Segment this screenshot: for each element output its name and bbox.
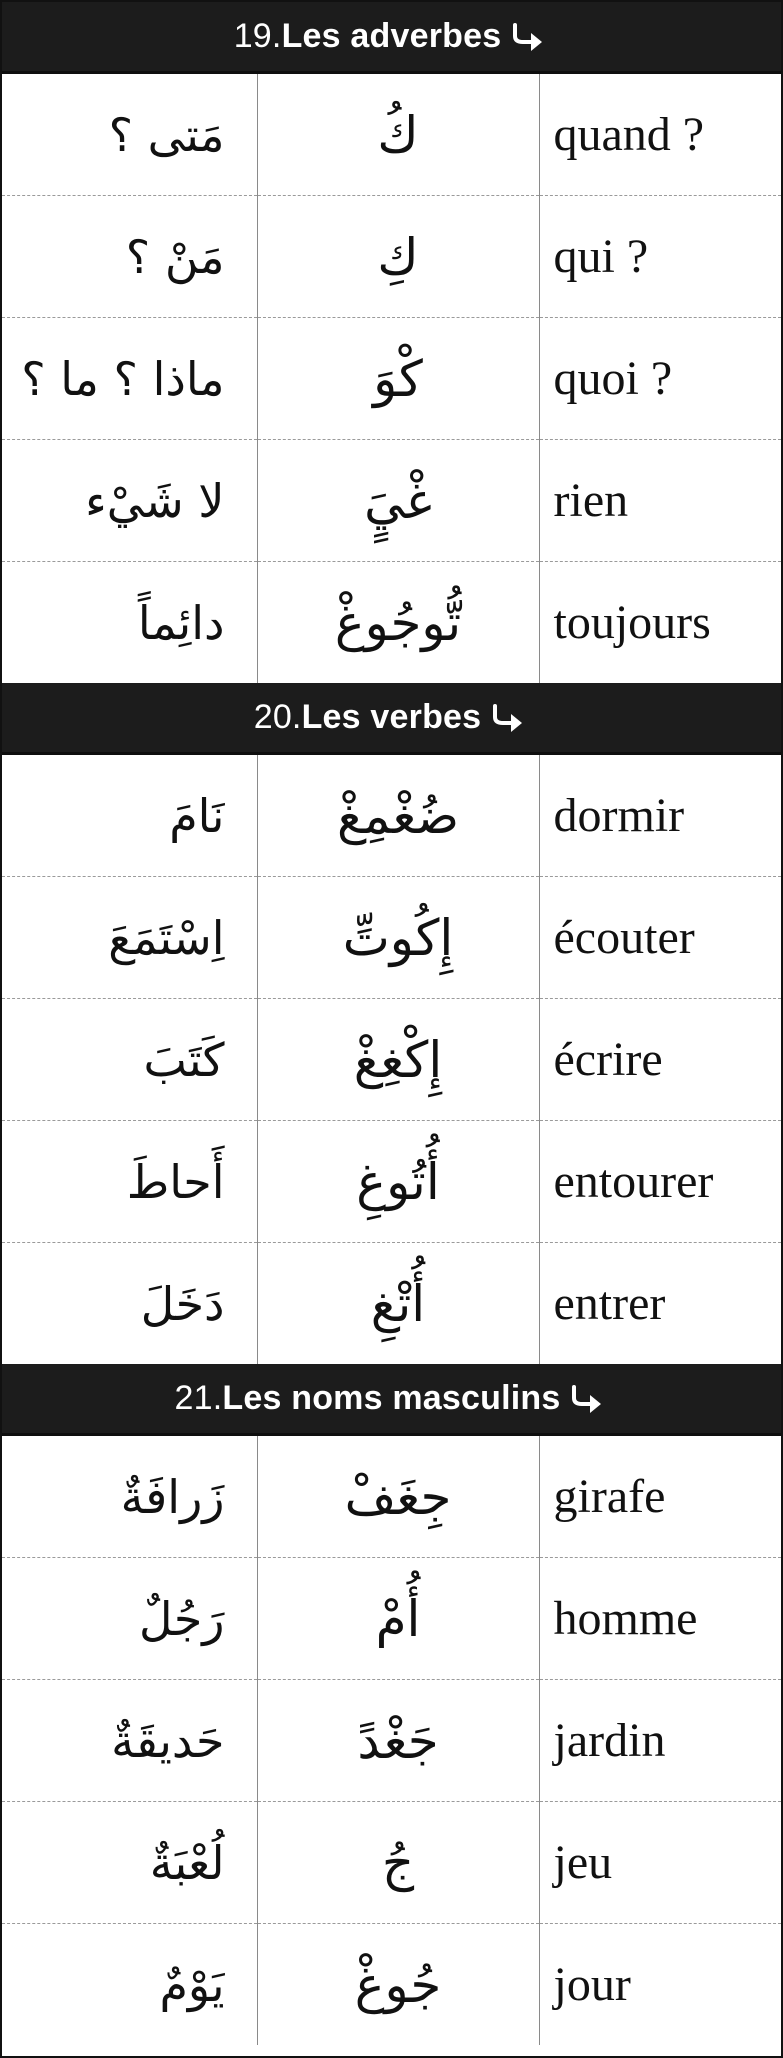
french-word: entourer [539,1121,781,1243]
arabic-transliteration: أُمْ [257,1558,539,1680]
hooked-arrow-icon [489,701,529,735]
arabic-word: دائِماً [2,562,257,684]
arabic-transliteration: ضُغْمِغْ [257,755,539,877]
arabic-transliteration: أُتُوغِ [257,1121,539,1243]
french-word: dormir [539,755,781,877]
arabic-transliteration: كُ [257,74,539,196]
vocab-table [2,74,781,683]
arabic-transliteration: أُتْغِ [257,1243,539,1365]
french-word: écrire [539,999,781,1121]
arabic-word: مَتى ؟ [2,74,257,196]
arabic-transliteration: جِغَفْ [257,1436,539,1558]
arabic-word: دَخَلَ [2,1243,257,1365]
arabic-word: لُعْبَةٌ [2,1802,257,1924]
vocab-section [2,2,781,683]
vocab-row [2,1243,781,1365]
vocab-row [2,755,781,877]
section-number: 19. [233,17,282,55]
arabic-word: لا شَيْء [2,440,257,562]
arabic-transliteration: جُوغْ [257,1924,539,2046]
vocab-row [2,1121,781,1243]
vocab-table [2,1436,781,2045]
french-word: qui ? [539,196,781,318]
arabic-word: ماذا ؟ ما ؟ [2,318,257,440]
vocab-row [2,440,781,562]
arabic-word: كَتَبَ [2,999,257,1121]
arabic-transliteration: جُ [257,1802,539,1924]
vocab-row [2,1802,781,1924]
arabic-word: رَجُلٌ [2,1558,257,1680]
arabic-transliteration: تُّوجُوغْ [257,562,539,684]
section-title: Les verbes [301,698,482,736]
vocab-row [2,1924,781,2046]
vocab-row [2,1436,781,1558]
vocab-row [2,877,781,999]
french-word: écouter [539,877,781,999]
vocab-row [2,562,781,684]
section-number: 21. [174,1379,223,1417]
section-title: Les adverbes [281,17,502,55]
section-header [2,1364,781,1436]
vocab-row [2,318,781,440]
hooked-arrow-icon [509,20,549,54]
french-word: jeu [539,1802,781,1924]
vocab-row [2,999,781,1121]
arabic-word: نَامَ [2,755,257,877]
vocab-row [2,196,781,318]
vocab-row [2,1558,781,1680]
arabic-transliteration: غْيٍَ [257,440,539,562]
french-word: toujours [553,596,711,649]
hooked-arrow-icon [568,1382,608,1416]
arabic-word: أَحاطَ [2,1121,257,1243]
section-number: 20. [253,698,302,736]
french-word: rien [539,440,781,562]
section-header [2,683,781,755]
french-word: girafe [539,1436,781,1558]
section-title: Les noms masculins [222,1379,561,1417]
vocab-row [2,74,781,196]
french-word: entrer [553,1277,666,1330]
french-word: quoi ? [539,318,781,440]
vocab-table [2,755,781,1364]
vocab-section [2,1364,781,2045]
vocab-row [2,1680,781,1802]
arabic-transliteration: إِكْغِغْ [257,999,539,1121]
arabic-transliteration: كِ [257,196,539,318]
arabic-word: زَرافَةٌ [2,1436,257,1558]
arabic-transliteration: إِكُوتِّ [257,877,539,999]
arabic-word: يَوْمٌ [2,1924,257,2046]
french-word: quand ? [539,74,781,196]
section-header [2,2,781,74]
french-word: jour [553,1958,631,2011]
french-word: homme [539,1558,781,1680]
vocab-section [2,683,781,1364]
arabic-transliteration: كْوَ [257,318,539,440]
french-word: jardin [539,1680,781,1802]
arabic-transliteration: جَغْدً [257,1680,539,1802]
arabic-word: حَديقَةٌ [2,1680,257,1802]
arabic-word: اِسْتَمَعَ [2,877,257,999]
arabic-word: مَنْ ؟ [2,196,257,318]
